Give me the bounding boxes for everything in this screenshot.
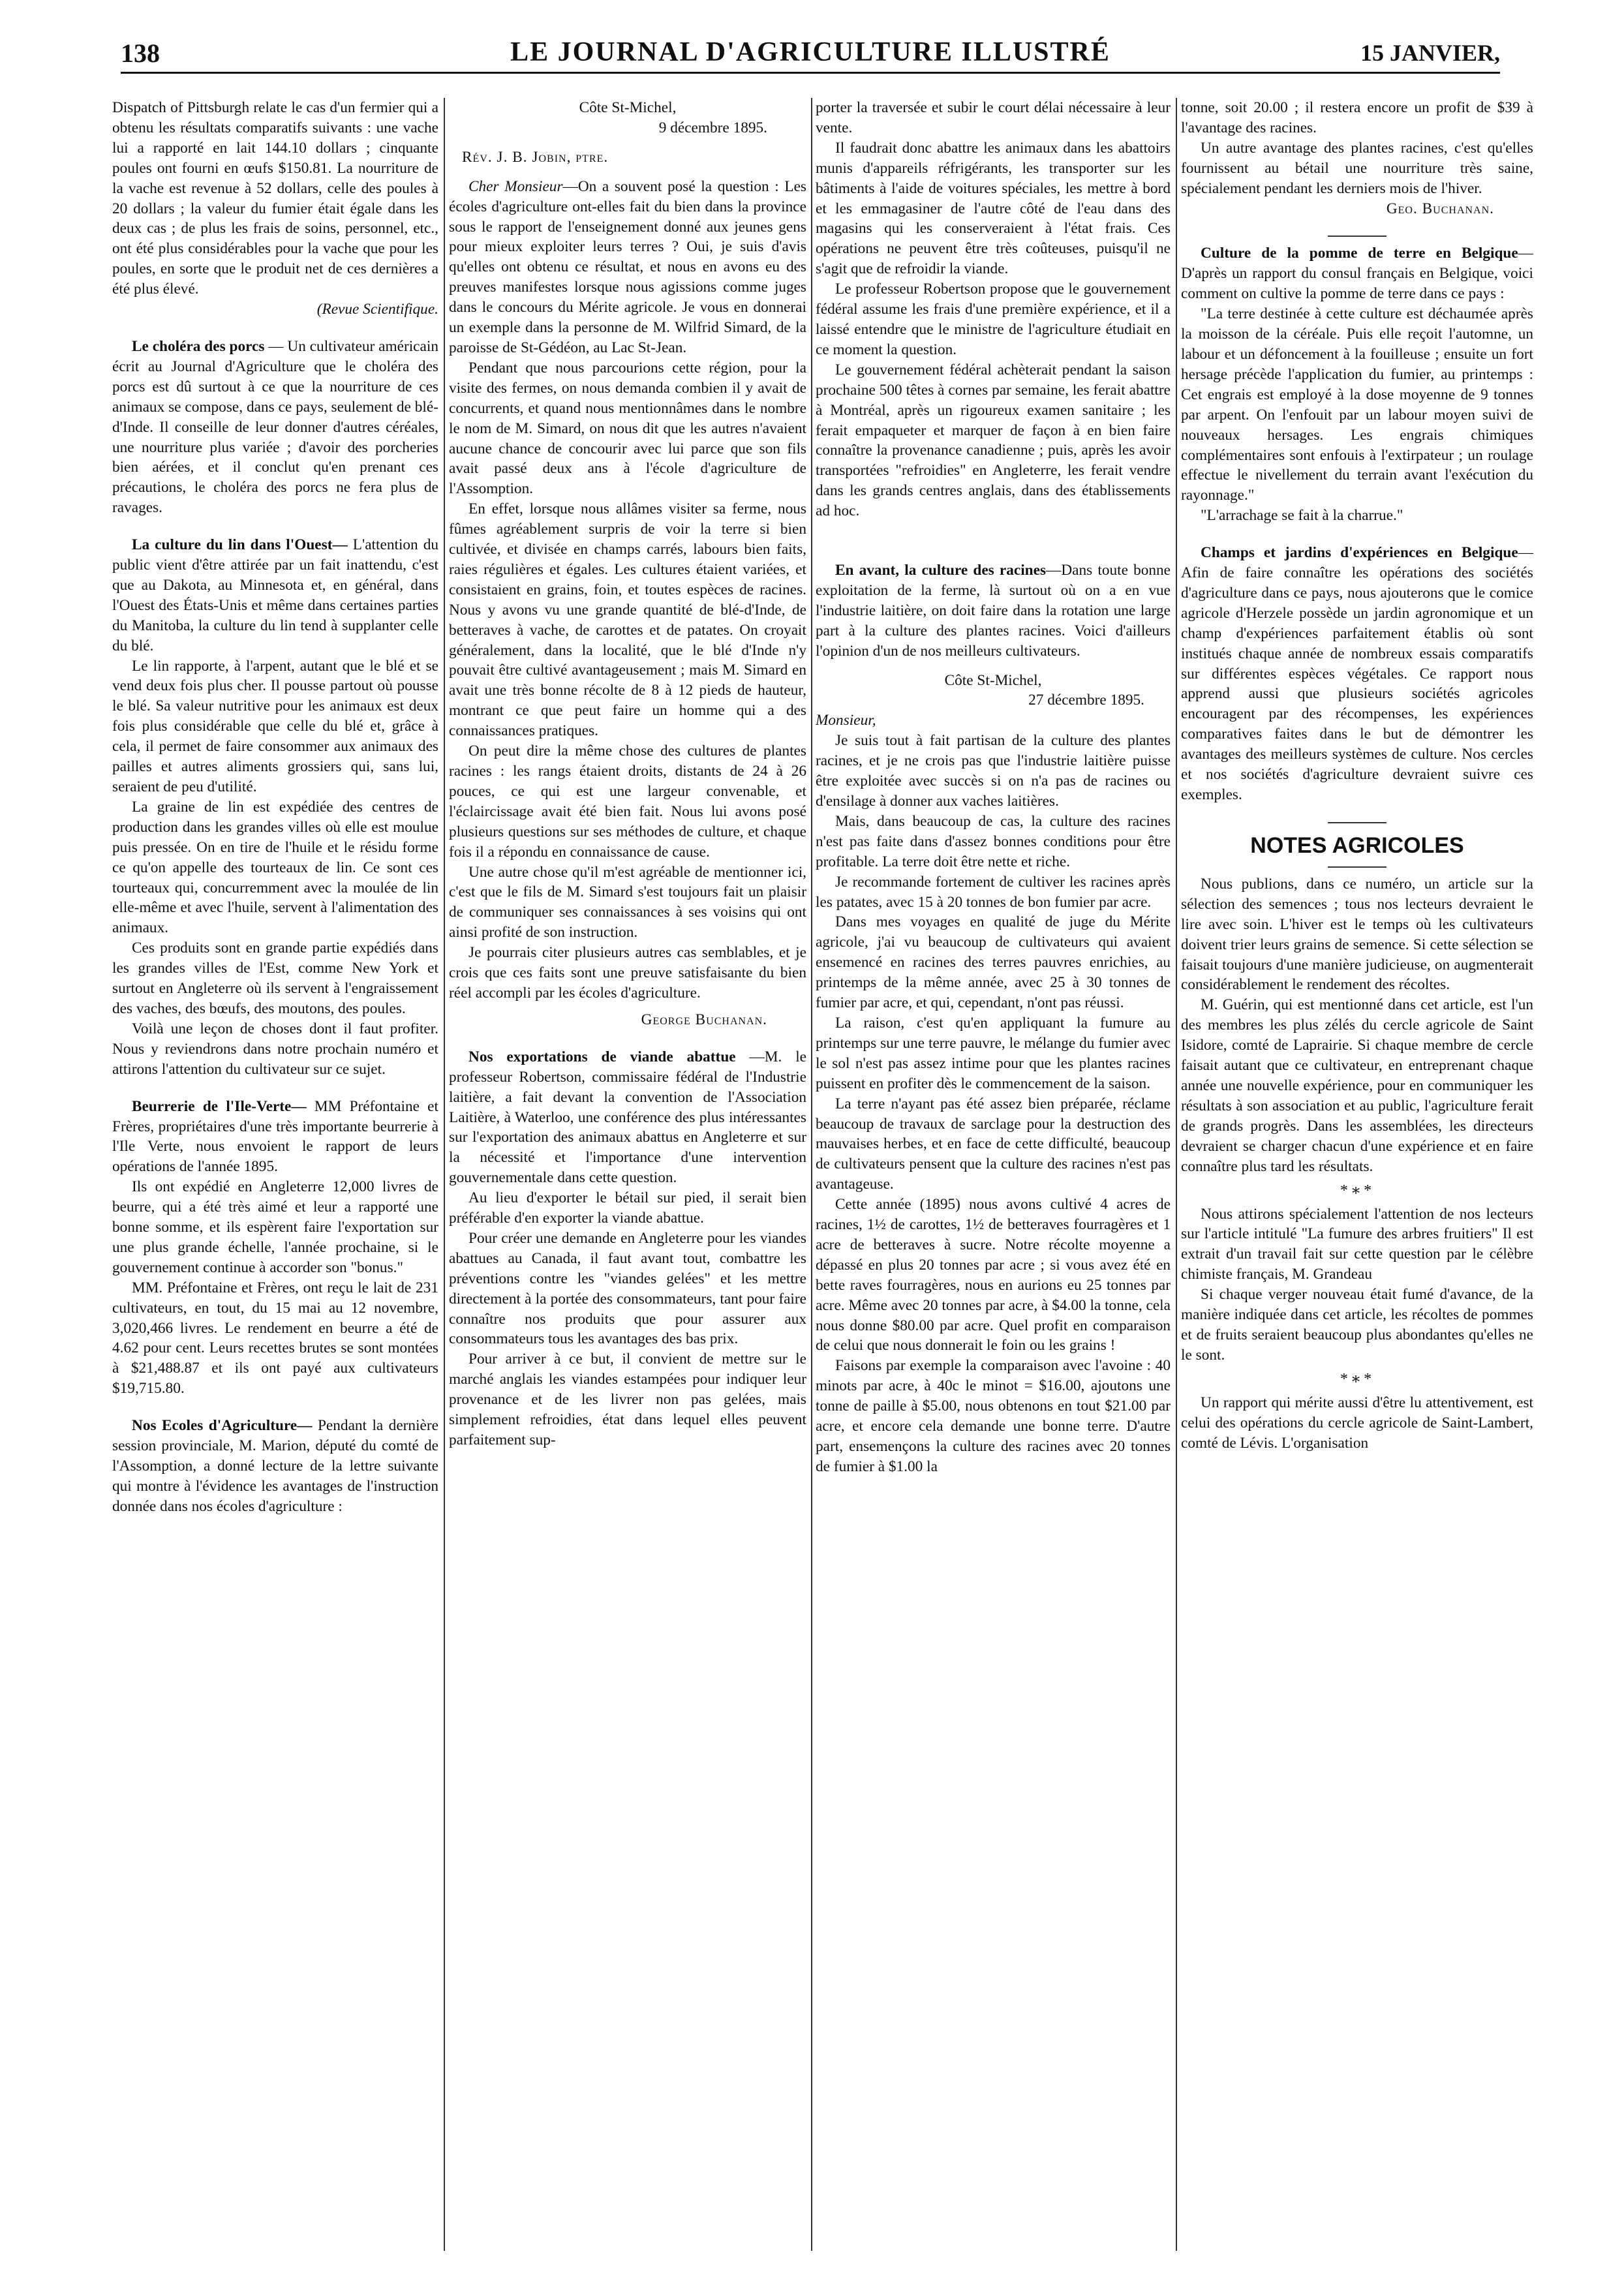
article-text: Je recommande fortement de cultiver les racines après les patates, avec 15 à 20 tonnes de bon fumier par acre. bbox=[816, 873, 1171, 911]
article-text: — Un cultivateur américain écrit au Journal d'Agriculture que le choléra des porcs est dû surtout à ce que la nourriture de ces animaux se compose, dans ce pays, seulement de blé-d'Inde. Il conseille de leur donner d'autres céréales, une nourriture plus variée ; d'avoir des porcheries bien aérées, et il conclut qu'en prenant ces précautions, le choléra des porcs ne fera plus de ravages. bbox=[112, 337, 438, 517]
article-text: Pour créer une demande en Angleterre pour les viandes abattues au Canada, il faut avant tout, combattre les préventions contre les "viandes gelées" et les mettre directement à la portée des consommateurs, tant pour faire connaître nos produits que pour assurer aux consommateurs tous les avantages des bas prix. bbox=[449, 1229, 806, 1348]
letter-signature: Geo. Buchanan. bbox=[1386, 200, 1494, 217]
column-2 bbox=[449, 98, 806, 2251]
article-flax bbox=[112, 535, 438, 1079]
article-heading: Champs et jardins d'expériences en Belgique bbox=[1201, 544, 1518, 562]
article-text: Pendant la dernière session provinciale, M. Marion, député du comté de l'Assomption, a donné lecture de la lettre suivante qui montre à l'évidence les avantages de l'instruction donnée dans nos écoles d'agriculture : bbox=[112, 1417, 438, 1515]
column-1 bbox=[112, 98, 438, 2251]
journal-title: LE JOURNAL D'AGRICULTURE ILLUSTRÉ bbox=[510, 37, 1111, 67]
notes-agricoles bbox=[1181, 874, 1533, 1454]
article-text: Au lieu d'exporter le bétail sur pied, il serait bien préférable d'en exporter la viande abattue. bbox=[449, 1189, 806, 1227]
column-3 bbox=[816, 98, 1171, 2251]
article-text: —Dans toute bonne exploitation de la ferme, là surtout où on a en vue l'industrie laitière, on doit faire dans la rotation une large part à la culture des plantes racines. Voici d'ailleurs l'opinion d'un de nos meilleurs cultivateurs. bbox=[816, 562, 1171, 660]
article-text: Si chaque verger nouveau était fumé d'avance, de la manière indiquée dans cet article, les récoltes de pommes et de fruits seraient beaucoup plus abondantes qu'elles ne le sont. bbox=[1181, 1286, 1533, 1364]
letter-roots-cont bbox=[1181, 98, 1533, 219]
article-butter bbox=[112, 1097, 438, 1399]
article-text: —Afin de faire connaître les opérations des sociétés d'agriculture dans ce pays, nous ajouterons que le comice agricole d'Herzele possède un jardin agronomique et un champ d'expériences parfaitement établis où sont institués chaque année de nombreux essais comparatifs sur différentes espèces végétales. Ce rapport nous apprend aussi que plusieurs sociétés agricoles encouragent par des récompenses, les expériences comparatives faites dans le but de démontrer les avantages des meilleurs systèmes de culture. Nos cercles et nos sociétés d'agriculture devraient suivre ces exemples. bbox=[1181, 544, 1533, 803]
article-text: Voilà une leçon de choses dont il faut profiter. Nous y reviendrons dans notre prochain numéro et attirons l'attention du cultivateur sur ce sujet. bbox=[112, 1020, 438, 1078]
article-heading: En avant, la culture des racines bbox=[835, 562, 1047, 579]
article-text: On peut dire la même chose des cultures de plantes racines : les rangs étaient droits, distants de 24 à 26 pouces, ce qui est une largeur convenable, et l'éclaircissage avait été bien fait. Nous lui avons posé plusieurs questions sur ses méthodes de culture, et chaque fois il a répondu en connaissance de cause. bbox=[449, 742, 806, 861]
article-text: "L'arrachage se fait à la charrue." bbox=[1201, 507, 1403, 525]
article-text: Mais, dans beaucoup de cas, la culture des racines n'est pas faite dans d'assez bonnes conditions pour être profitable. La terre doit être nette et riche. bbox=[816, 812, 1171, 870]
letter-signature: George Buchanan. bbox=[641, 1011, 767, 1028]
article-heading: Beurrerie de l'Ile-Verte— bbox=[132, 1097, 307, 1115]
page-header bbox=[121, 34, 1500, 74]
article-text: L'attention du public vient d'être attirée par un fait inattendu, c'est que au Dakota, au Minnesota et, en général, dans l'Ouest des États-Unis et même dans certaines parties du Manitoba, la culture du lin tend à supplanter celle du blé. bbox=[112, 536, 438, 654]
article-text: tonne, soit 20.00 ; il restera encore un profit de $39 à l'avantage des racines. bbox=[1181, 99, 1533, 136]
article-text: Pendant que nous parcourions cette région, pour la visite des fermes, on nous demanda combien il y avait de concurrents, et quand nous mentionnâmes dans le nombre le nom de M. Simard, on nous dit que les autres n'avaient aucune chance de concourir avec lui parce que son fils avait passé deux ans à l'école d'agriculture de l'Assomption. bbox=[449, 359, 806, 498]
letter-salutation: Monsieur, bbox=[816, 712, 876, 729]
article-text: "La terre destinée à cette culture est déchaumée après la moisson de la céréale. Puis elle reçoit l'automne, un labour et un défoncement à la fouilleuse ; ensuite un fort hersage précède l'application du fumier, au printemps : Cet engrais est employé à la dose moyenne de 9 tonnes par arpent. On l'enfouit par un labour moyen suivi de nouveaux hersages. Les engrais chimiques complémentaires sont enfouis à l'extirpateur ; un roulage effectue le nivellement du terrain avant l'exécution du rayonnage." bbox=[1181, 305, 1533, 504]
column-4 bbox=[1181, 98, 1533, 2251]
article-heading: Nos Ecoles d'Agriculture— bbox=[132, 1417, 313, 1435]
article-text: Le gouvernement fédéral achèterait pendant la saison prochaine 500 têtes à cornes par semaine, les ferait abattre à Montréal, après un rigoureux examen sanitaire ; les ferait empaqueter et marquer de façon à en bien faire connaître la provenance canadienne ; puis, après les avoir transportées "refroidies" en Angleterre, les ferait vendre dans les grands centres anglais, dans des établissements ad hoc. bbox=[816, 361, 1171, 520]
article-text: MM. Préfontaine et Frères, ont reçu le lait de 231 cultivateurs, en tout, du 15 mai au 12 novembre, 3,020,466 livres. Le rendement en beurre a été de 4.62 pour cent. Leurs recettes brutes se sont montées à $21,488.87 et ils ont payé aux cultivateurs $19,715.80. bbox=[112, 1279, 438, 1397]
asterism-ornament: *∗* bbox=[1340, 1370, 1375, 1388]
article-text: — D'après un rapport du consul français en Belgique, voici comment on cultive la pomme de terre dans ce pays : bbox=[1181, 245, 1533, 303]
article-text: Dans mes voyages en qualité de juge du Mérite agricole, j'ai vu beaucoup de cultivateurs qui avaient ensemencé en racines des terres pauvres enrichies, au printemps de la même année, avec 25 à 30 tonnes de fumier par acre, et qui, cependant, n'ont pas réussi. bbox=[816, 913, 1171, 1012]
divider bbox=[1328, 822, 1387, 823]
article-belgium-fields bbox=[1181, 543, 1533, 805]
article-heading: Le choléra des porcs bbox=[132, 337, 265, 355]
letter-place: Côte St-Michel, bbox=[944, 671, 1042, 689]
article-text: Le lin rapporte, à l'arpent, autant que le blé et se vend deux fois plus cher. Il pousse partout où pousse le blé. Sa valeur nutritive pour les animaux est deux fois plus considérable que celle du blé et, grâce à cela, il permet de faire consommer aux animaux des pailles et autres aliments grossiers qui, sans lui, seraient de peu d'utilité. bbox=[112, 657, 438, 795]
article-text: Un autre avantage des plantes racines, c'est qu'elles fournissent au bétail une nourriture très saine, spécialement pendant les derniers mois de l'hiver. bbox=[1181, 139, 1533, 197]
article-text: M. Guérin, qui est mentionné dans cet article, est l'un des membres les plus zélés du cercle agricole de Saint Isidore, comté de Laprairie. Si chaque membre de cercle faisait autant que ce cultivateur, en entreprenant chaque année une nouvelle expérience, pour en communiquer les résultats à son association et au public, l'agriculture ferait de grands progrès. Dans les assemblées, les directeurs devraient se charger chacun d'une expérience et en faire connaître plus tard les résultats. bbox=[1181, 996, 1533, 1175]
article-text: Ces produits sont en grande partie expédiés dans les grandes villes de l'Est, comme New York et surtout en Angleterre où ils servent à l'engraissement des vaches, des bœufs, des moutons, des poules. bbox=[112, 939, 438, 1017]
article-belgium-potato bbox=[1181, 243, 1533, 526]
article-text: —On a souvent posé la question : Les écoles d'agriculture ont-elles fait du bien dans la province sous le rapport de l'enseignement donné aux jeunes gens pour mieux exploiter leurs terres ? Oui, je suis d'avis qu'elles ont obtenu ce résultat, et nous en avons eu des preuves manifestes lorsque nous agissions comme juges dans le concours du Mérite agricole. Je vous en donnerai un exemple dans la personne de M. Wilfrid Simard, de la paroisse de St-Gédéon, au Lac St-Jean. bbox=[449, 177, 806, 356]
letter-date: 27 décembre 1895. bbox=[1028, 692, 1144, 709]
letter-simard bbox=[449, 98, 806, 1030]
article-text: Dispatch of Pittsburgh relate le cas d'un fermier qui a obtenu les résultats comparatifs suivants : une vache lui a rapporté en lait 144.10 dollars ; cinquante poules ont fourni en œufs $150.81. La nourriture de la vache est revenue à 52 dollars, celle des poules à 20 dollars ; la valeur du fumier était égale dans les deux cas ; de plus les frais de soins, personnel, etc., ont été plus considérables pour la vache que pour les poules, en sorte que le produit net de ces dernières a été plus élevé. bbox=[112, 99, 438, 298]
letter-addressee: Rév. J. B. Jobin, ptre. bbox=[462, 148, 609, 166]
article-meat-export bbox=[449, 1047, 806, 1450]
article-cholera bbox=[112, 337, 438, 518]
divider bbox=[1328, 866, 1387, 868]
column-rule bbox=[444, 98, 445, 2251]
page-number: 138 bbox=[121, 38, 160, 68]
article-text: porter la traversée et subir le court délai nécessaire à leur vente. bbox=[816, 99, 1171, 136]
column-rule bbox=[811, 98, 812, 2251]
article-text: Il faudrait donc abattre les animaux dans les abattoirs munis d'appareils réfrigérants, les transporter sur les bâtiments à l'aide de voitures spéciales, les mettre à bord et les emmagasiner de l'autre côté de l'eau dans des magasins qui les conserveraient à l'état frais. Ces opérations ne peuvent être très coûteuses, puisqu'il ne s'agit que de refroidir la viande. bbox=[816, 139, 1171, 278]
article-text: La graine de lin est expédiée des centres de production dans les grandes villes où elle est moulue puis pressée. On en tire de l'huile et le résidu forme ce qu'on appelle des tourteaux de lin. Ce sont ces tourteaux qui, concurremment avec la moulée de lin elle-même et avec l'huile, servent à l'alimentation des animaux. bbox=[112, 798, 438, 937]
column-rule bbox=[1176, 98, 1177, 2251]
issue-date: 15 JANVIER, bbox=[1360, 40, 1500, 66]
article-text: Je suis tout à fait partisan de la culture des plantes racines, et je ne crois pas que l'industrie laitière puisse être exploitée avec succès si on n'a pas de racines ou d'ensilage à donner aux vaches laitières. bbox=[816, 732, 1171, 810]
article-poultry bbox=[112, 98, 438, 320]
article-text: Cette année (1895) nous avons cultivé 4 acres de racines, 1½ de carottes, 1½ de betteraves fourragères et 1 acre de betteraves à sucre. Notre récolte moyenne a dépassé en plus 20 tonnes par acre ; si vous avez été en bette raves fourragères, nous en aurions eu 25 tonnes par acre. Même avec 20 tonnes par acre, à $4.00 la tonne, cela nous donne $80.00 par acre. Quel profit en comparaison de celui que nous donnerait le foin ou les grains ! bbox=[816, 1196, 1171, 1354]
asterism-ornament: *∗* bbox=[1340, 1182, 1375, 1199]
letter-place: Côte St-Michel, bbox=[579, 99, 677, 116]
letter-date: 9 décembre 1895. bbox=[658, 119, 767, 136]
divider bbox=[1328, 236, 1387, 237]
article-text: Le professeur Robertson propose que le gouvernement fédéral assume les frais d'une première expérience, et il a laissé entendre que le ministre de l'agriculture étudiait en ce moment la question. bbox=[816, 281, 1171, 358]
article-source: (Revue Scientifique. bbox=[316, 301, 438, 318]
letter-salutation: Cher Monsieur bbox=[468, 177, 563, 195]
article-text: En effet, lorsque nous allâmes visiter sa ferme, nous fûmes agréablement surpris de voir la terre si bien cultivée, et divisée en champs carrés, labours bien faits, raies régulières et égales. Les cultures étaient variées, et consistaient en grains, foin, et toutes espèces de racines. Nous y avons vu une grande quantité de blé-d'Inde, de betteraves à vache, de carottes et de patates. On croyait généralement, dans la localité, que le blé d'Inde n'y pouvait être cultivé avantageusement ; mais M. Simard en avait une très bonne récolte de 8 à 12 pieds de hauteur, montrant ce que peut faire un homme qui a des connaissances pratiques. bbox=[449, 500, 806, 740]
article-heading: Culture de la pomme de terre en Belgique bbox=[1201, 245, 1518, 262]
article-text: Pour arriver à ce but, il convient de mettre sur le marché anglais les viandes estampées pour indiquer leur provenance et de les livrer non pas gelées, mais simplement refroidies, état dans lequel elles peuvent parfaitement sup- bbox=[449, 1351, 806, 1448]
article-text: Ils ont expédié en Angleterre 12,000 livres de beurre, qui a été très aimé et leur a rapporté une bonne somme, et ils espèrent faire l'exportation sur une plus grande échelle, l'année prochaine, si le gouvernement continue à accorder son "bonus." bbox=[112, 1178, 438, 1276]
article-text: Nous attirons spécialement l'attention de nos lecteurs sur l'article intitulé "La fumure des arbres fruitiers" Il est extrait d'un travail fait sur cette question par le célèbre chimiste français, M. Grandeau bbox=[1181, 1205, 1533, 1283]
article-text: —M. le professeur Robertson, commissaire fédéral de l'Industrie laitière, a fait devant la convention de l'Association Laitière, à Waterloo, une conférence des plus intéressantes sur l'exportation des animaux abattus en Angleterre et sur la nécessité et l'importance d'une intervention gouvernementale dans cette question. bbox=[449, 1048, 806, 1187]
article-heading: Nos exportations de viande abattue bbox=[468, 1048, 736, 1065]
article-text: La raison, c'est qu'en appliquant la fumure au printemps sur une terre pauvre, le mélange du fumier avec le sol n'est pas assez intime pour que les plantes racines puissent en profiter dès le commencement de la saison. bbox=[816, 1014, 1171, 1092]
article-text: Un rapport qui mérite aussi d'être lu attentivement, est celui des opérations du cercle agricole de Saint-Lambert, comté de Lévis. L'organisation bbox=[1181, 1394, 1533, 1452]
article-text: MM Préfontaine et Frères, propriétaires d'une très importante beurrerie à l'Ile Verte, nous envoient le rapport de leurs opérations de l'année 1895. bbox=[112, 1097, 438, 1176]
article-meat-export-cont bbox=[816, 98, 1171, 521]
section-title: NOTES AGRICOLES bbox=[1250, 832, 1464, 858]
article-schools bbox=[112, 1416, 438, 1517]
article-text: Je pourrais citer plusieurs autres cas semblables, et je crois que ces faits sont une preuve satisfaisante du bien réel accompli par les écoles d'agriculture. bbox=[449, 944, 806, 1001]
article-text: Faisons par exemple la comparaison avec l'avoine : 40 minots par acre, à 40c le minot = $16.00, ajoutons une tonne de paille à $5.00, nous obtenons en tout $21.00 par acre, et encore cela demande une bonne terre. D'autre part, ensemençons la culture des racines avec 20 tonnes de fumier à $1.00 la bbox=[816, 1357, 1171, 1475]
article-text: La terre n'ayant pas été assez bien préparée, réclame beaucoup de travaux de sarclage pour la destruction des mauvaises herbes, et en face de cette difficulté, beaucoup de cultivateurs pensent que la culture des racines n'est pas avantageuse. bbox=[816, 1095, 1171, 1193]
article-text: Nous publions, dans ce numéro, un article sur la sélection des semences ; tous nos lecteurs devraient le lire avec soin. L'hiver est le temps où les cultivateurs doivent trier leurs grains de semence. Si cette sélection se faisait toujours d'une manière judicieuse, on augmenterait considérablement le rendement des récoltes. bbox=[1181, 875, 1533, 994]
article-text: Une autre chose qu'il m'est agréable de mentionner ici, c'est que le fils de M. Simard s'est toujours fait un plaisir de communiquer ses connaissances à ses voisins qui ont ainsi profité de son instruction. bbox=[449, 863, 806, 941]
article-roots bbox=[816, 560, 1171, 1477]
article-heading: La culture du lin dans l'Ouest— bbox=[132, 536, 348, 554]
